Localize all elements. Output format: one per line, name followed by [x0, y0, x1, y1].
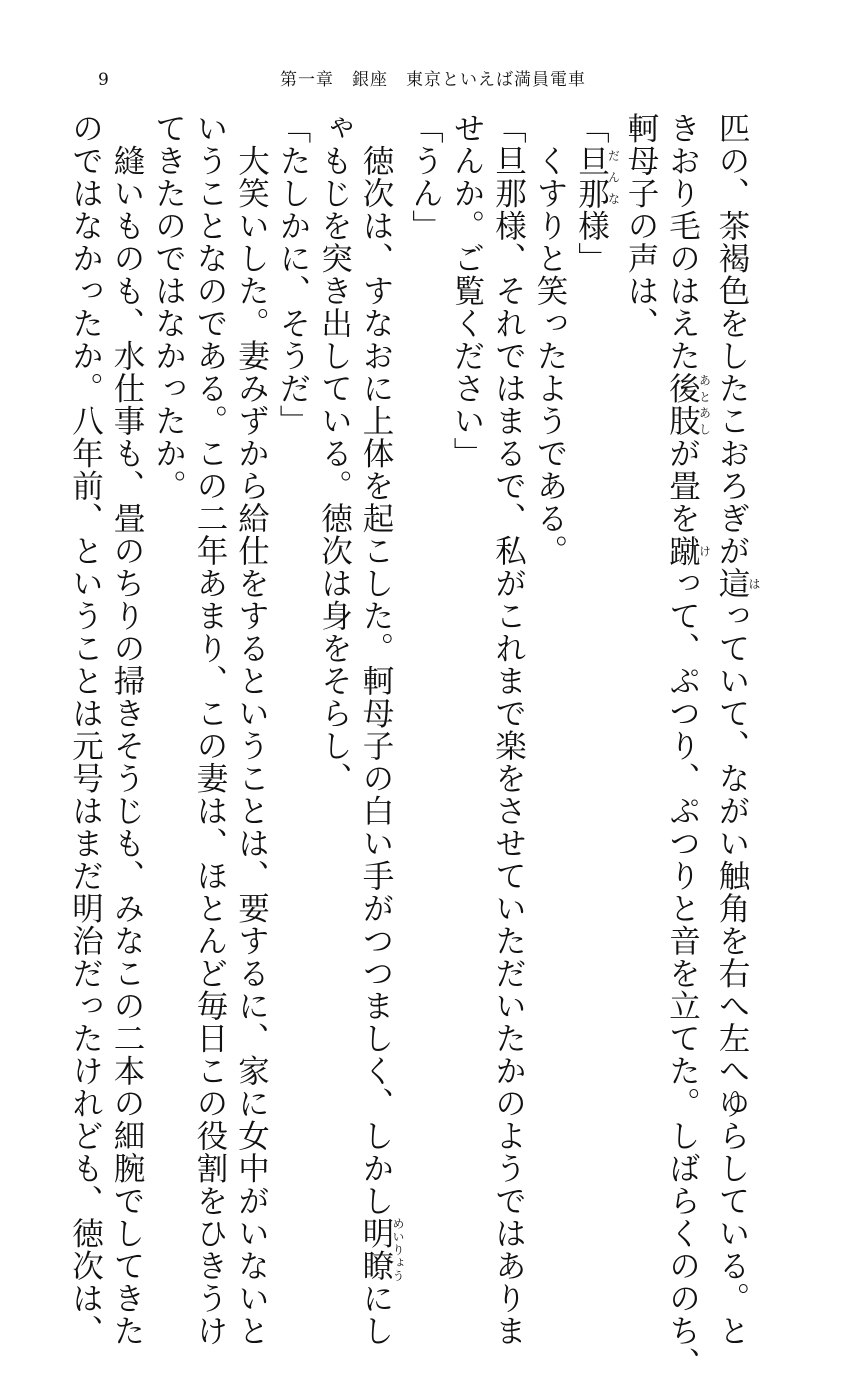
text-line [570, 112, 620, 1122]
text-line [106, 112, 148, 1347]
text-segment: せんか。ご覧ください」 [449, 112, 485, 470]
text-segment: 大笑いした。妻みずから給仕をするということは、要するに、家に女中がいないと [233, 112, 270, 1347]
text-line [446, 112, 488, 1122]
ruby-word [573, 144, 621, 210]
text-segment: てきたのではなかったか。 [150, 112, 187, 502]
ruby-base: 後肢 [664, 372, 701, 437]
text-line [313, 112, 355, 1122]
vertical-body-text [67, 112, 761, 1380]
text-line [64, 112, 106, 1347]
text-segment: くすりと笑ったようである。 [532, 112, 568, 567]
text-line [355, 112, 405, 1347]
text-segment: 軻母子の声は、 [623, 112, 659, 340]
text-line [529, 112, 571, 1122]
text-segment: が畳を [664, 437, 701, 535]
text-segment: 「うん」 [407, 112, 444, 242]
text-segment: って、ぷつり、ぷつりと音を立てた。しばらくののち、 [664, 567, 701, 1380]
text-segment: 様」 [573, 209, 610, 275]
text-line [487, 112, 529, 1347]
text-segment: 「 [573, 112, 610, 145]
text-segment: 縫いものも、水仕事も、畳のちりの掃きそうじも、みなこの二本の細腕でしてきた [109, 112, 145, 1347]
ruby-base: 明瞭 [358, 1217, 394, 1282]
ruby-reading: け [697, 534, 712, 567]
ruby-reading: だんな [606, 144, 621, 210]
text-segment: 徳次は、すなおに上体を起こした。軻母子の白い手がつつましく、しかし [358, 112, 394, 1217]
ruby-reading: は [747, 567, 761, 600]
ruby-base: 這 [714, 567, 750, 600]
ruby-word [664, 372, 712, 437]
text-segment: っていて、ながい触角を右へ左へゆらしている。と [714, 599, 750, 1347]
text-segment: きおり毛のはえた [664, 112, 701, 372]
text-segment: いうことなのである。この二年あまり、この妻は、ほとんど毎日この役割をひきうけ [192, 112, 228, 1347]
ruby-reading: あとあし [697, 372, 712, 437]
ruby-word [358, 1217, 405, 1282]
text-line [620, 112, 662, 1122]
text-segment: のではなかったか。八年前、ということは元号はまだ明治だったけれども、徳次は、 [67, 112, 104, 1347]
text-segment: 「旦那様、それではまるで、私がこれまで楽をさせていただいたかのようではありま [490, 112, 527, 1347]
running-title: 第一章 銀座 東京といえば満員電車 [280, 70, 586, 90]
text-segment: 「たしかに、そうだ」 [275, 112, 311, 437]
text-line [404, 112, 446, 1122]
text-line [272, 112, 314, 1122]
text-line [711, 112, 761, 1347]
ruby-word [664, 534, 712, 568]
running-header [0, 68, 841, 92]
ruby-base: 蹴 [664, 534, 701, 567]
text-segment: ゃもじを突き出している。徳次は身をそらし、 [316, 112, 353, 795]
text-line [230, 112, 272, 1347]
text-segment: 匹の、茶褐色をしたこおろぎが [714, 112, 750, 567]
ruby-word [714, 567, 761, 600]
text-line [189, 112, 231, 1347]
text-line [661, 112, 712, 1380]
ruby-base: 旦那 [573, 144, 610, 210]
text-segment: にし [358, 1282, 394, 1347]
ruby-reading: めいりょう [391, 1217, 405, 1282]
page-number: 9 [98, 70, 109, 90]
text-line [147, 112, 189, 1122]
